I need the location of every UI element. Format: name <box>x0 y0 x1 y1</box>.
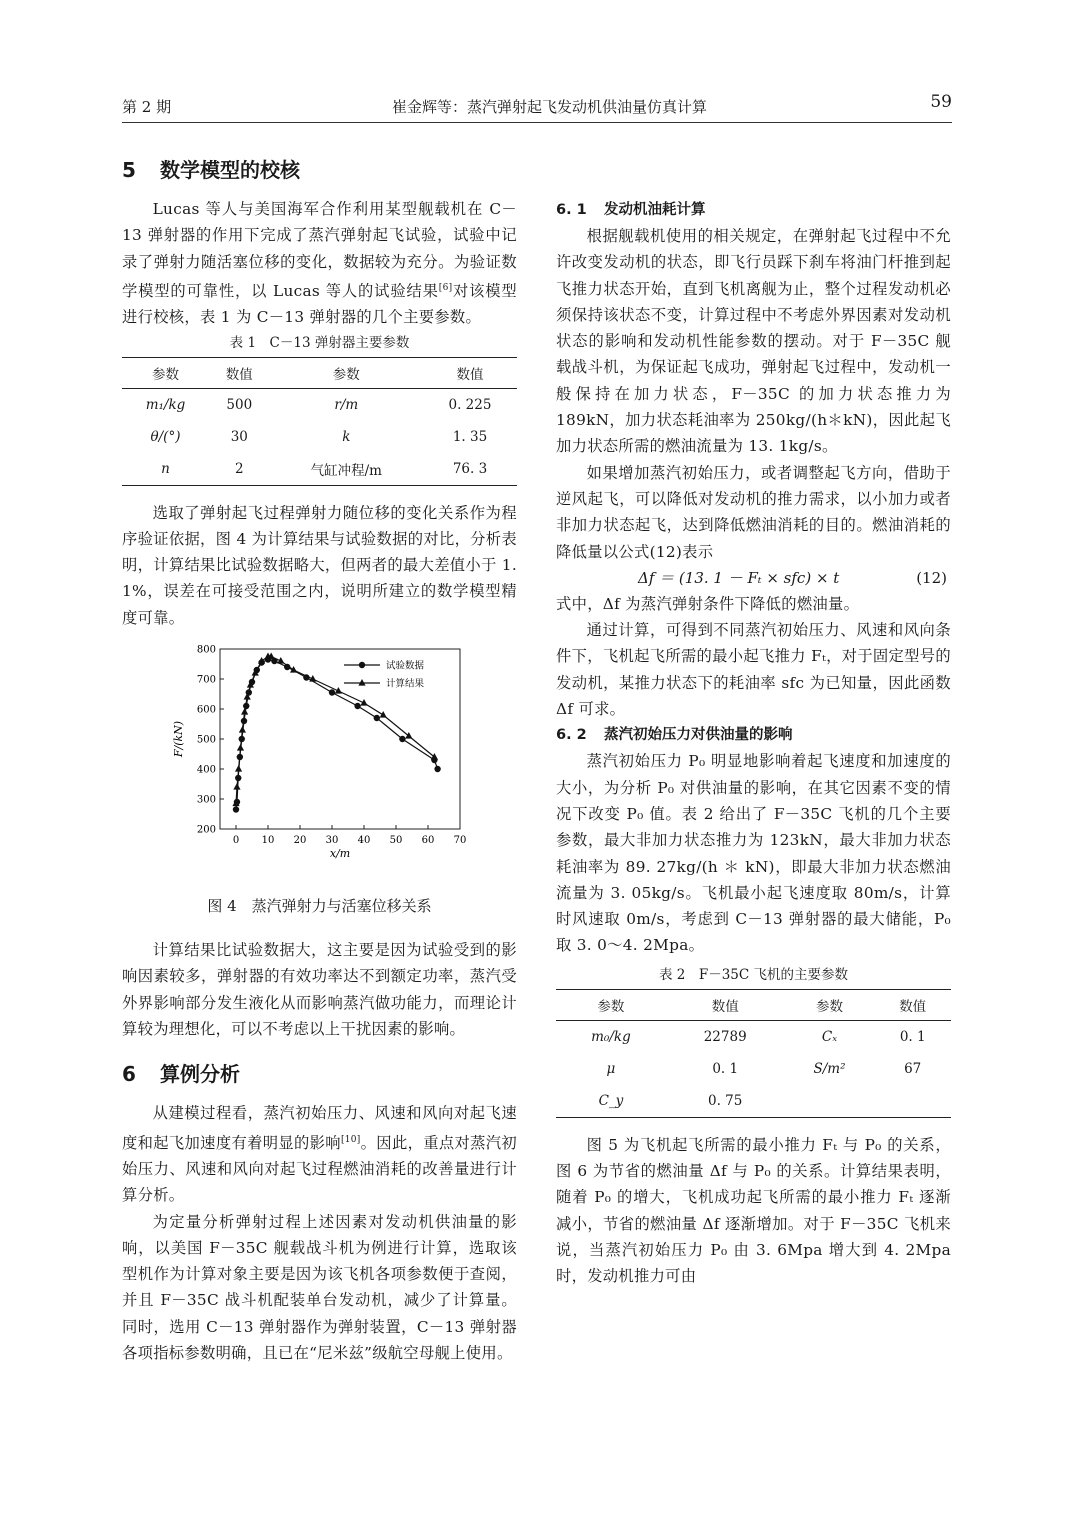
y-tick-label: 600 <box>196 704 216 716</box>
y-tick-label: 400 <box>196 764 216 776</box>
data-point-triangle <box>258 657 265 664</box>
table-row: μ 0. 1 S/m² 67 <box>606 1060 922 1077</box>
section-number: 6 <box>122 1062 136 1087</box>
table-header: 参数 <box>270 357 423 388</box>
citation: [10] <box>340 1134 361 1145</box>
paragraph: 式中，Δf 为蒸汽弹射条件下降低的燃油量。 <box>556 594 860 613</box>
table-row: θ/(°) 30 k 1. 35 <box>150 428 488 445</box>
data-point-circle <box>354 703 360 709</box>
running-title: 崔金辉等：蒸汽弹射起飞发动机供油量仿真计算 <box>392 98 708 116</box>
paragraph: 根据舰载机使用的相关规定，在弹射起飞过程中不允许改变发动机的状态，即飞行员踩下刹车将油门杆推到起飞推力状态开始，直到飞机离舰为止，整个过程发动机必须保持该状态不变，计算过程中不考虑外界因素对发动机状态的影响和发动机性能参数的摆动。对于 F－35C 舰载战斗机，为保证起飞成功，弹射起飞过程中，发动机一般保持在加力状态，F－35C 的加力状态推力为 189kN，加力状态耗油率为 250kg/(h＊kN)，因此起飞加力状态所需的燃油流量为 13. 1kg/s。 <box>556 227 951 456</box>
table-row: m₀/kg 22789 Cₓ 0. 1 <box>591 1028 926 1045</box>
table-header: 数值 <box>666 989 785 1020</box>
legend-marker <box>359 662 365 668</box>
paragraph: 为定量分析弹射过程上述因素对发动机供油量的影响，以美国 F－35C 舰载战斗机为例进行计算，选取该型机作为计算对象主要是因为该飞机各项参数便于查阅，并且 F－35C 战斗机配装单台发动机，减少了计算量。同时，选用 C－13 弹射器作为弹射装置，C－13 弹射器各项指标参数明确，且已在“尼米兹”级航空母舰上使用。 <box>122 1212 517 1363</box>
x-tick-label: 50 <box>389 835 403 847</box>
y-tick-label: 500 <box>196 734 216 746</box>
paragraph: 计算结果比试验数据大，这主要是因为试验受到的影响因素较多，弹射器的有效功率达不到额定功率，蒸汽受外界影响部分发生液化从而影响蒸汽做功能力，而理论计算较为理想化，可以不考虑以上干扰因素的影响。 <box>122 941 517 1038</box>
table-header: 参数 <box>122 357 209 388</box>
data-point-triangle <box>239 726 246 733</box>
section-title: 算例分析 <box>160 1062 240 1087</box>
equation-body: Δf ＝ (13. 1 － Fₜ × sfc) × t <box>638 568 840 587</box>
data-point-circle <box>399 736 405 742</box>
y-tick-label: 700 <box>196 674 216 686</box>
continued-spacer <box>556 145 951 197</box>
section-number: 5 <box>122 158 136 182</box>
table-2 <box>556 989 951 1118</box>
legend-label: 计算结果 <box>386 678 425 690</box>
table-row: n 2 气缸冲程/m 76. 3 <box>122 453 517 486</box>
table-1 <box>122 357 517 486</box>
legend-marker <box>358 679 365 686</box>
table-header: 数值 <box>209 357 270 388</box>
table-header: 参数 <box>785 989 875 1020</box>
data-point-triangle <box>235 765 242 772</box>
citation: [6] <box>438 282 453 293</box>
subsection-6-1-heading: 6. 1 发动机油耗计算 <box>556 202 706 218</box>
table-row: C_y 0. 75 <box>556 1085 951 1118</box>
data-point-triangle <box>237 744 244 751</box>
data-point-circle <box>374 715 380 721</box>
x-tick-label: 10 <box>261 835 275 847</box>
x-tick-label: 20 <box>293 835 307 847</box>
paragraph: 选取了弹射起飞过程弹射力随位移的变化关系作为程序验证依据，图 4 为计算结果与试验数据的对比，分析表明，计算结果比试验数据略大，但两者的最大差值小于 1. 1%，误差在可接受范围之内，说明所建立的数学模型精度可靠。 <box>122 503 517 627</box>
data-point-circle <box>434 766 440 772</box>
table-header: 数值 <box>423 357 517 388</box>
section-5-heading <box>122 154 517 186</box>
y-tick-label: 200 <box>196 824 216 836</box>
data-point-triangle <box>233 783 240 790</box>
page-number: 59 <box>930 92 952 112</box>
x-tick-label: 0 <box>232 835 240 847</box>
table1-caption: 表 1 C－13 弹射器主要参数 <box>229 334 410 351</box>
x-tick-label: 30 <box>325 835 339 847</box>
paragraph: 如果增加蒸汽初始压力，或者调整起飞方向，借助于逆风起飞，可以降低对发动机的推力需求，以小加力或者非加力状态起飞，达到降低燃油消耗的目的。燃油消耗的降低量以公式(12)表示 <box>556 463 951 561</box>
figure4-caption: 图 4 蒸汽弹射力与活塞位移关系 <box>207 897 432 916</box>
equation-number: (12) <box>916 568 947 587</box>
x-tick-label: 70 <box>453 835 467 847</box>
subsection-6-2-heading: 6. 2 蒸汽初始压力对供油量的影响 <box>556 727 793 744</box>
y-axis-label: F/(kN) <box>172 720 185 758</box>
x-tick-label: 40 <box>357 835 371 847</box>
paragraph: 图 5 为飞机起飞所需的最小推力 Fₜ 与 P₀ 的关系，图 6 为节省的燃油量 Δf 与 P₀ 的关系。计算结果表明，随着 P₀ 的增大，飞机成功起飞所需的最小推力 Fₜ 逐渐减小，节省的燃油量 Δf 逐渐增加。对于 F－35C 飞机来说，当蒸汽初始压力 P₀ 由 3. 6Mpa 增大到 4. 2Mpa 时，发动机推力可由 <box>556 1135 951 1286</box>
chart-fig4 <box>122 641 517 891</box>
x-tick-label: 60 <box>421 835 435 847</box>
data-point-triangle <box>431 753 438 760</box>
y-tick-label: 800 <box>196 644 216 656</box>
data-point-triangle <box>405 732 412 739</box>
y-tick-label: 300 <box>196 794 216 806</box>
paragraph: Lucas 等人与美国海军合作利用某型舰载机在 C－13 弹射器的作用下完成了蒸汽弹射起飞试验，试验中记录了弹射力随活塞位移的变化，数据较为充分。为验证数学模型的可靠性，以 Lucas 等人的试验结果[6]对该模型进行校核，表 1 为 C－13 弹射器的几个主要参数。 <box>122 200 517 327</box>
paragraph: 从建模过程看，蒸汽初始压力、风速和风向对起飞速度和起飞加速度有着明显的影响[10]。因此，重点对蒸汽初始压力、风速和风向对起飞过程燃油消耗的改善量进行计算分析。 <box>122 1104 517 1205</box>
table-row: m₁/kg 500 r/m 0. 225 <box>145 396 492 413</box>
equation-12 <box>556 565 951 591</box>
data-point-circle <box>329 689 335 695</box>
legend-label: 试验数据 <box>386 660 425 672</box>
figure-4 <box>122 641 517 891</box>
issue-number: 第 2 期 <box>122 98 172 116</box>
plot-frame <box>220 649 460 829</box>
right-column <box>556 145 951 1290</box>
running-header <box>122 92 952 118</box>
table-header: 数值 <box>874 989 951 1020</box>
section-title: 数学模型的校核 <box>160 158 300 182</box>
left-column <box>122 140 517 1366</box>
paragraph: 通过计算，可得到不同蒸汽初始压力、风速和风向条件下，飞机起飞所需的最小起飞推力 Fₜ，对于固定型号的发动机，某推力状态下的耗油率 sfc 为已知量，因此函数 Δf 可求。 <box>556 621 951 719</box>
data-point-triangle <box>380 711 387 718</box>
table-header: 参数 <box>556 989 666 1020</box>
paragraph: 蒸汽初始压力 P₀ 明显地影响着起飞速度和加速度的大小，为分析 P₀ 对供油量的影响，在其它因素不变的情况下改变 P₀ 值。表 2 给出了 F－35C 飞机的几个主要参数，最大非加力状态推力为 123kN，最大非加力状态耗油率为 89. 27kg/(h ＊ kN)，即最大非加力状态燃油流量为 3. 05kg/s。飞机最小起飞速度取 80m/s，计算时风速取 0m/s，考虑到 C－13 弹射器的最大储能，P₀ 取 3. 0～4. 2Mpa。 <box>556 752 951 955</box>
data-point-circle <box>233 806 239 812</box>
header-rule <box>122 122 952 123</box>
x-axis-label: x/m <box>329 847 351 861</box>
section-6-heading <box>122 1058 517 1090</box>
table2-caption: 表 2 F－35C 飞机的主要参数 <box>658 966 849 983</box>
